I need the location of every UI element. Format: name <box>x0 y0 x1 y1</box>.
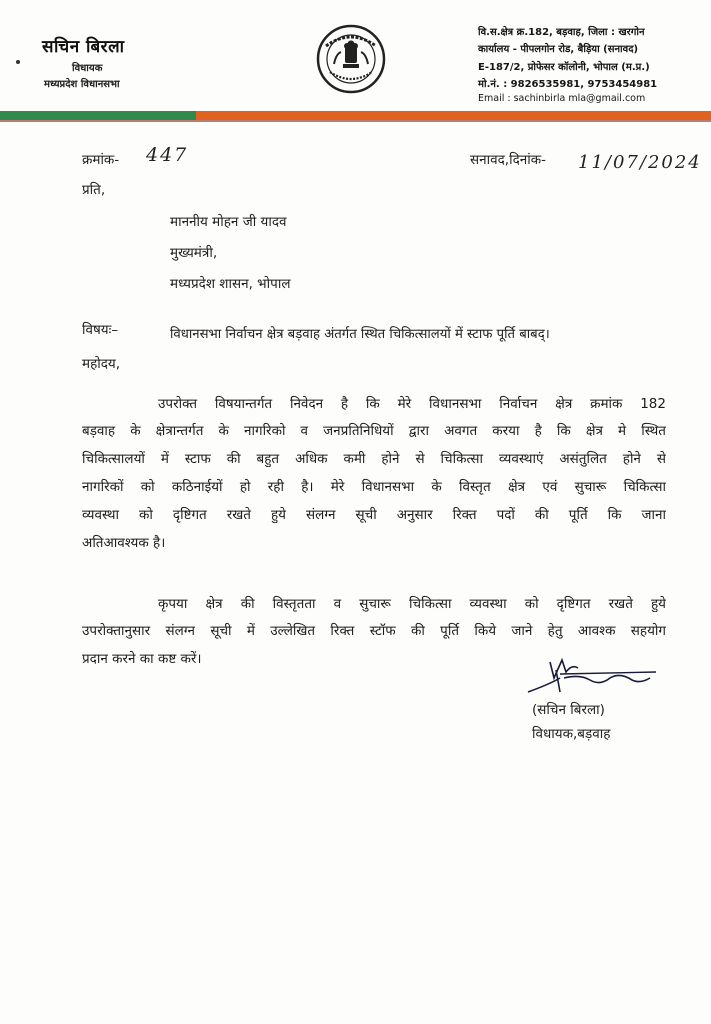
para2-line-2: उपरोक्तानुसार संलग्न सूची में उल्लेखित रिक्त स्टॉफ की पूर्ति किये जाने हेतु आवश्क सहयोग <box>82 623 666 639</box>
recipient-line-2: मुख्यमंत्री, <box>170 245 218 261</box>
para1-line-5: व्यवस्था को दृष्टिगत रखते हुये संलग्न सूची अनुसार रिक्त पदों की पूर्ति कि जाना <box>82 507 666 523</box>
recipient-line-1: माननीय मोहन जी यादव <box>170 214 287 230</box>
header-rule <box>0 120 711 122</box>
para2-line-1: कृपया क्षेत्र की विस्तृतता व सुचारू चिकित्सा व्यवस्था को दृष्टिगत रखते हुये <box>158 596 666 612</box>
recipient-line-3: मध्यप्रदेश शासन, भोपाल <box>170 276 291 292</box>
mark-dot <box>16 60 20 64</box>
place-date-label: सनावद,दिनांक- <box>470 152 546 168</box>
date-handwritten: 11/07/2024 <box>578 152 702 173</box>
subject-text: विधानसभा निर्वाचन क्षेत्र बड़वाह अंतर्गत स्थित चिकित्सालयों में स्टाफ पूर्ति बाबद्। <box>170 327 550 342</box>
phone-line: मो.नं. : 9826535981, 9753454981 <box>478 79 658 90</box>
header-band-green <box>0 111 196 120</box>
to-label: प्रति, <box>82 182 106 198</box>
para1-line-6: अतिआवश्यक है। <box>82 535 166 551</box>
address-line-3: E-187/2, प्रोफेसर कॉलोनी, भोपाल (म.प्र.) <box>478 62 650 73</box>
handwritten-signature <box>520 656 660 702</box>
signatory-title: विधायक,बड़वाह <box>532 726 611 742</box>
para2-line-3: प्रदान करने का कष्ट करें। <box>82 651 202 667</box>
header-band-orange <box>196 111 711 120</box>
address-line-2: कार्यालय - पीपलगोन रोड, बैड़िया (सनावद) <box>478 44 639 55</box>
address-line-1: वि.स.क्षेत्र क्र.182, बड़वाह, जिला : खरगोन <box>478 27 645 38</box>
para1-line-3: चिकित्सालयों में स्टाफ की बहुत अधिक कमी होने से चिकित्सा व्यवस्थाएं असंतुलित होने से <box>82 451 666 467</box>
ref-number-handwritten: 447 <box>146 144 189 166</box>
email-line: Email : sachinbirla mla@gmail.com <box>478 93 646 104</box>
para1-line-1: उपरोक्त विषयान्तर्गत निवेदन है कि मेरे विधानसभा निर्वाचन क्षेत्र क्रमांक 182 <box>158 396 666 412</box>
para1-line-4: नागरिकों को कठिनाईयों हो रही है। मेरे विधानसभा के विस्तृत क्षेत्र एवं सुचारू चिकित्सा <box>82 479 666 495</box>
signatory-name: (सचिन बिरला) <box>532 702 605 718</box>
assembly-name: मध्यप्रदेश विधानसभा <box>44 79 120 90</box>
salutation: महोदय, <box>82 356 121 372</box>
ref-label: क्रमांक- <box>82 152 120 168</box>
mla-name: सचिन बिरला <box>42 37 125 57</box>
subject-label: विषयः– <box>82 322 119 338</box>
para1-line-2: बड़वाह के क्षेत्रान्तर्गत के नागरिको व जनप्रतिनिधियों द्वारा अवगत करया है कि क्षेत्र मे स्थित <box>82 423 666 439</box>
mla-role: विधायक <box>72 63 103 74</box>
assembly-emblem-seal <box>316 24 386 94</box>
